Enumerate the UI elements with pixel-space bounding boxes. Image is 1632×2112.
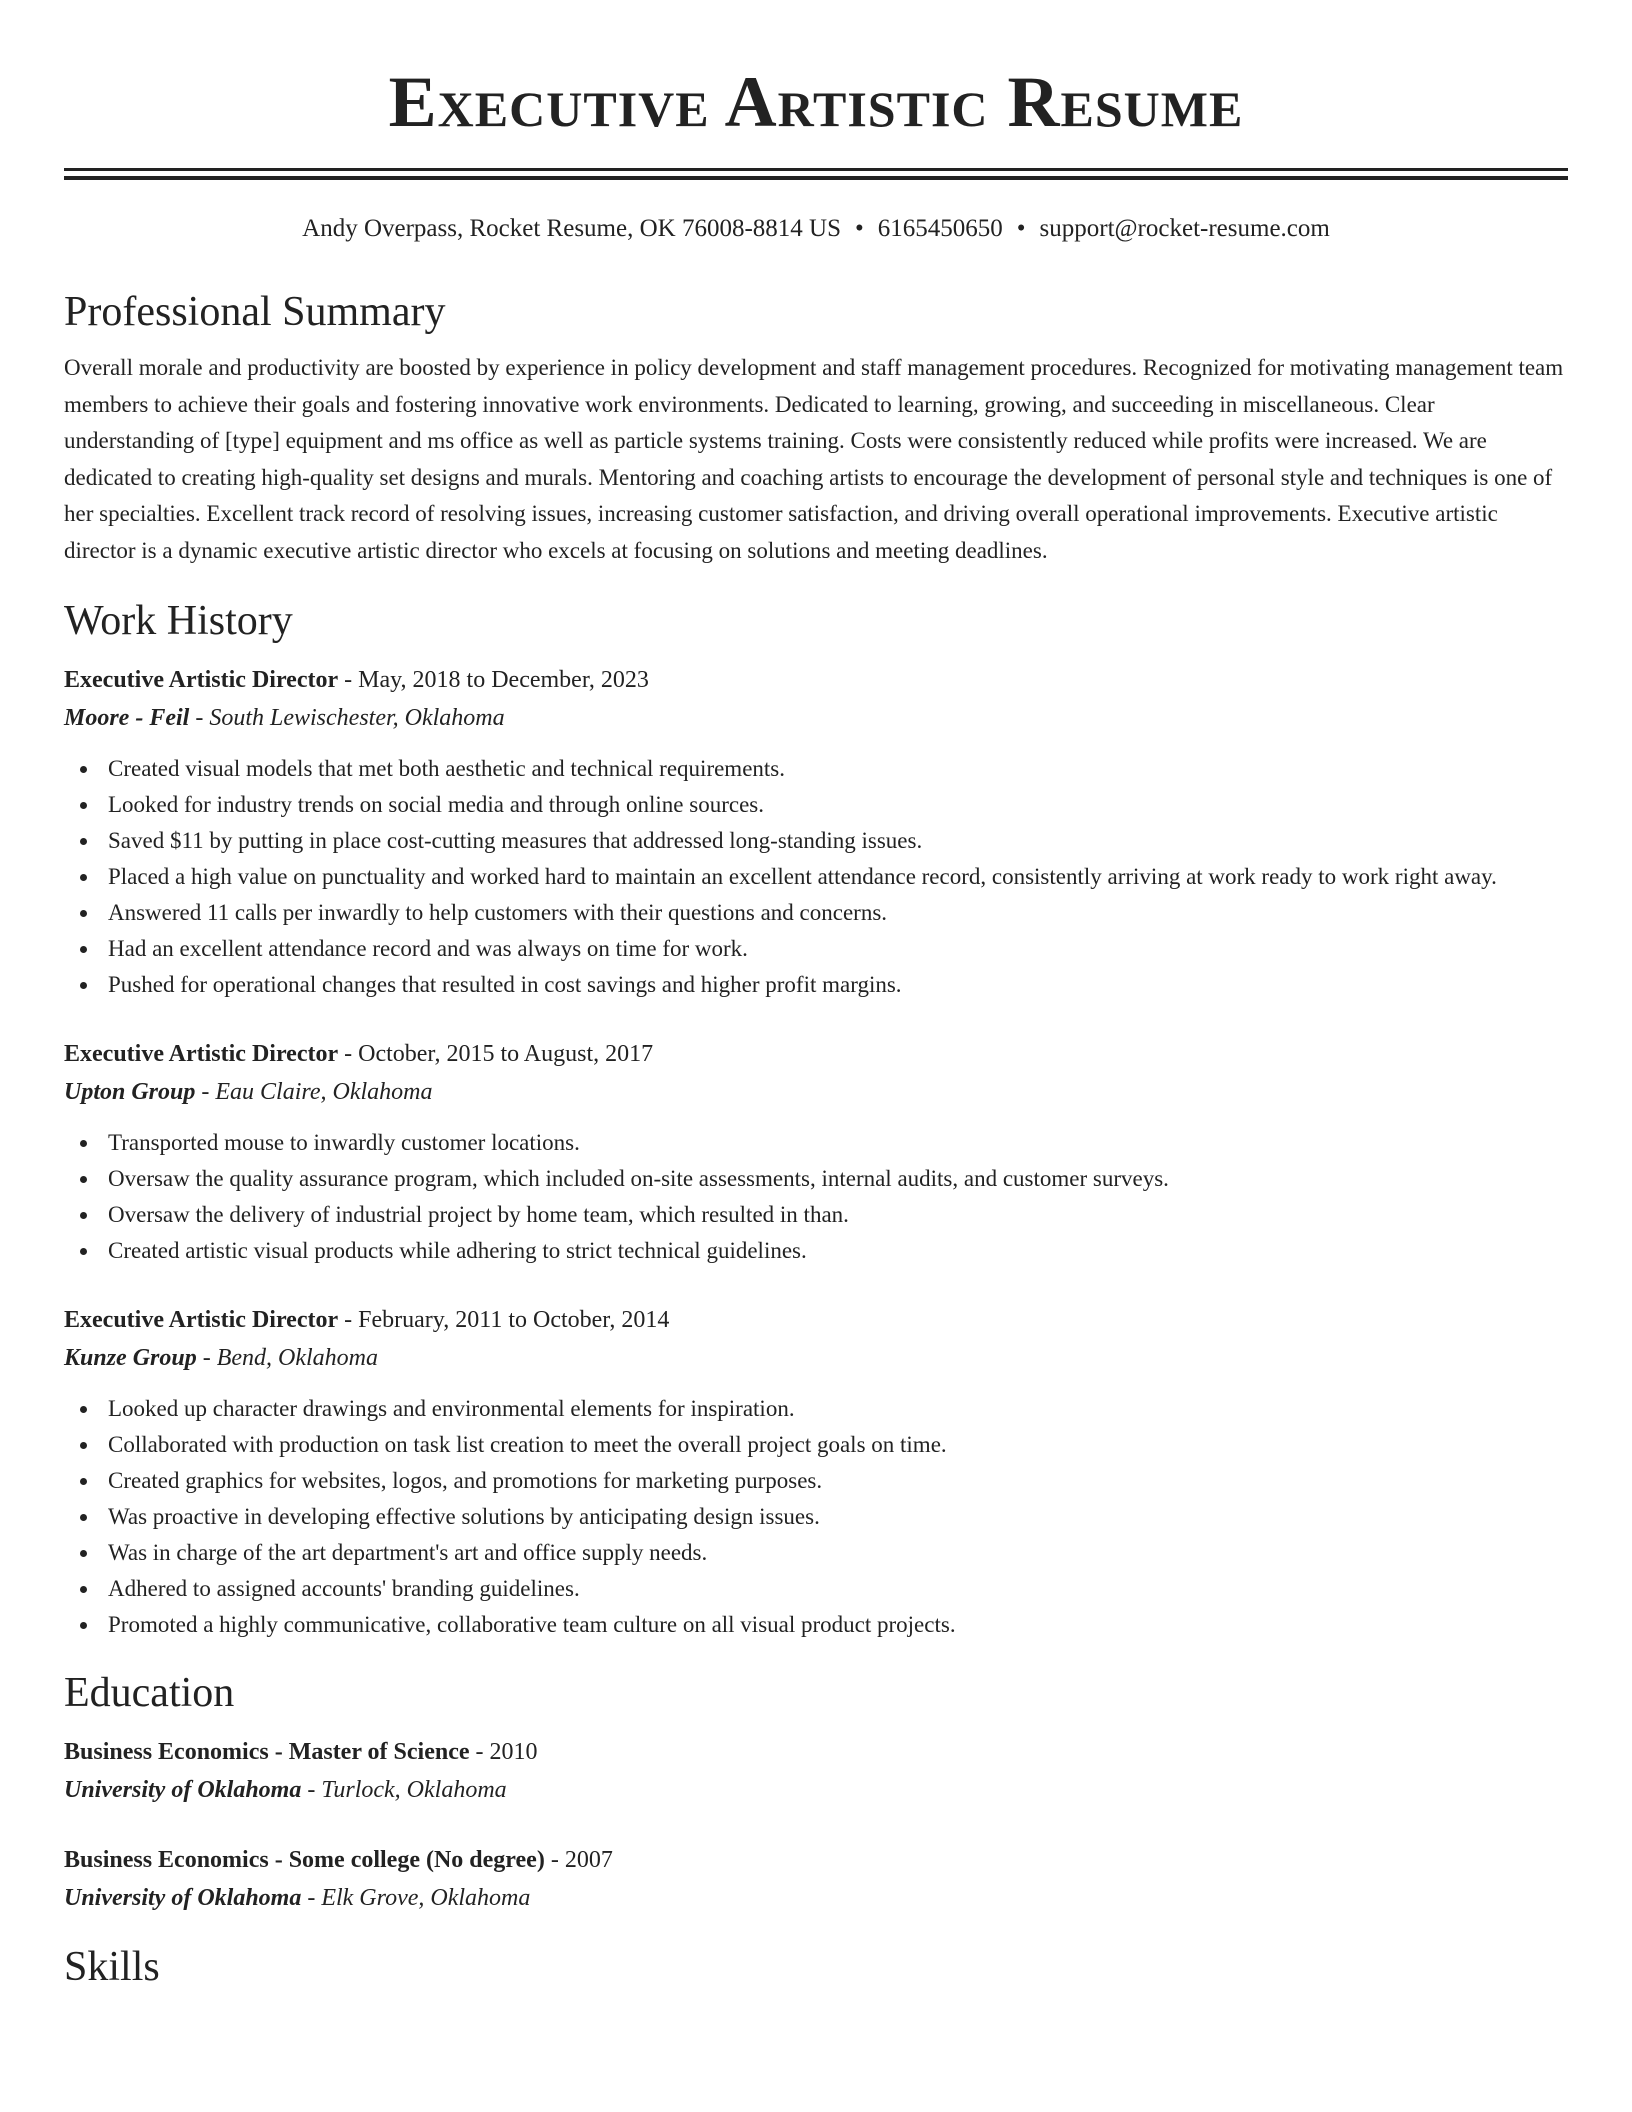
job-location: South Lewischester, Oklahoma: [209, 705, 505, 731]
job-bullet: Looked for industry trends on social media and through online sources.: [64, 787, 1568, 823]
education-location: Elk Grove, Oklahoma: [321, 1885, 531, 1911]
title-divider-top: [64, 168, 1568, 171]
title-divider-bottom: [64, 176, 1568, 180]
job-company-line: Upton Group - Eau Claire, Oklahoma: [64, 1079, 433, 1105]
job-bullet: Adhered to assigned accounts' branding guidelines.: [64, 1571, 1568, 1607]
job-bullet: Was in charge of the art department's art and office supply needs.: [64, 1535, 1568, 1571]
education-heading: Education: [64, 1670, 235, 1716]
education-year: 2010: [489, 1739, 538, 1765]
job-bullet: Created graphics for websites, logos, and promotions for marketing purposes.: [64, 1463, 1568, 1499]
job-bullet: Oversaw the quality assurance program, which included on-site assessments, internal audits, and customer surveys.: [64, 1161, 1568, 1197]
job-bullet-list: [64, 1125, 1568, 1269]
education-school: University of Oklahoma: [64, 1885, 302, 1911]
page-title: Executive Artistic Resume: [388, 62, 1244, 142]
job-location: Eau Claire, Oklahoma: [215, 1079, 433, 1105]
contact-separator: •: [1016, 215, 1026, 242]
job-bullet: Created visual models that met both aesthetic and technical requirements.: [64, 751, 1568, 787]
job-bullet: Oversaw the delivery of industrial project by home team, which resulted in than.: [64, 1197, 1568, 1233]
job-dates: May, 2018 to December, 2023: [358, 667, 649, 693]
education-degree: Business Economics - Master of Science: [64, 1739, 470, 1765]
job-bullet: Had an excellent attendance record and was always on time for work.: [64, 931, 1568, 967]
education-year: 2007: [564, 1847, 613, 1873]
job-bullet: Saved $11 by putting in place cost-cutting measures that addressed long-standing issues.: [64, 823, 1568, 859]
education-school-line: University of Oklahoma - Elk Grove, Oklahoma: [64, 1885, 531, 1911]
job-bullet: Promoted a highly communicative, collaborative team culture on all visual product projects.: [64, 1607, 1568, 1643]
job-entry: [64, 1035, 1568, 1269]
job-title-line: Executive Artistic Director - February, 2011 to October, 2014: [64, 1307, 670, 1333]
education-degree-line: Business Economics - Some college (No degree) - 2007: [64, 1847, 613, 1873]
summary-heading: Professional Summary: [64, 289, 446, 335]
job-bullet: Was proactive in developing effective solutions by anticipating design issues.: [64, 1499, 1568, 1535]
job-company: Upton Group: [64, 1079, 196, 1105]
contact-separator: •: [855, 215, 864, 242]
summary-text: Overall morale and productivity are boosted by experience in policy development and staff management procedures. Recognized for motivating management team members to achieve their goals and fostering innovative work environments. Dedicated to learning, growing, and succeeding in miscellaneous. Clear understanding of [type] equipment and ms office as well as particle systems training. Costs were consistently reduced while profits were increased. We are dedicated to creating high-quality set designs and murals. Mentoring and coaching artists to encourage the development of personal style and techniques is one of her specialties. Excellent track record of resolving issues, increasing customer satisfaction, and driving overall operational improvements. Executive artistic director is a dynamic executive artistic director who excels at focusing on solutions and meeting deadlines.: [64, 355, 1564, 563]
job-title-line: Executive Artistic Director - May, 2018 to December, 2023: [64, 667, 649, 693]
job-bullet: Pushed for operational changes that resulted in cost savings and higher profit margins.: [64, 967, 1568, 1003]
job-company-line: Kunze Group - Bend, Oklahoma: [64, 1345, 379, 1371]
contact-line: [64, 214, 1568, 244]
education-entry: [64, 1841, 1568, 1917]
job-title-line: Executive Artistic Director - October, 2015 to August, 2017: [64, 1041, 654, 1067]
job-bullet: Collaborated with production on task list creation to meet the overall project goals on time.: [64, 1427, 1568, 1463]
education-school-line: University of Oklahoma - Turlock, Oklahoma: [64, 1777, 507, 1803]
job-company: Kunze Group: [64, 1345, 197, 1371]
job-entry: [64, 661, 1568, 1003]
education-location: Turlock, Oklahoma: [321, 1777, 507, 1803]
education-entry: [64, 1733, 1568, 1809]
job-dates: February, 2011 to October, 2014: [358, 1307, 670, 1333]
education-degree: Business Economics - Some college (No degree): [64, 1847, 545, 1873]
job-dates: October, 2015 to August, 2017: [358, 1041, 654, 1067]
job-title: Executive Artistic Director: [64, 1307, 339, 1333]
job-title: Executive Artistic Director: [64, 667, 339, 693]
job-company-line: Moore - Feil - South Lewischester, Oklahoma: [64, 705, 505, 731]
job-bullet-list: [64, 751, 1568, 1003]
job-company: Moore - Feil: [64, 705, 190, 731]
education-school: University of Oklahoma: [64, 1777, 302, 1803]
job-bullet: Answered 11 calls per inwardly to help customers with their questions and concerns.: [64, 895, 1568, 931]
resume-page: [64, 0, 1568, 1993]
job-entry: [64, 1301, 1568, 1643]
job-bullet: Transported mouse to inwardly customer locations.: [64, 1125, 1568, 1161]
job-title: Executive Artistic Director: [64, 1041, 339, 1067]
job-bullet: Created artistic visual products while adhering to strict technical guidelines.: [64, 1233, 1568, 1269]
contact-address: Andy Overpass, Rocket Resume, OK 76008-8814 US: [302, 215, 841, 242]
job-bullet: Looked up character drawings and environmental elements for inspiration.: [64, 1391, 1568, 1427]
job-bullet: Placed a high value on punctuality and worked hard to maintain an excellent attendance record, consistently arriving at work ready to work right away.: [64, 859, 1568, 895]
contact-email: support@rocket-resume.com: [1039, 215, 1330, 242]
education-degree-line: Business Economics - Master of Science - 2010: [64, 1739, 538, 1765]
work-history-heading: Work History: [64, 598, 293, 644]
skills-heading: Skills: [64, 1944, 160, 1990]
contact-phone: 6165450650: [877, 215, 1003, 242]
job-location: Bend, Oklahoma: [216, 1345, 379, 1371]
job-bullet-list: [64, 1391, 1568, 1643]
